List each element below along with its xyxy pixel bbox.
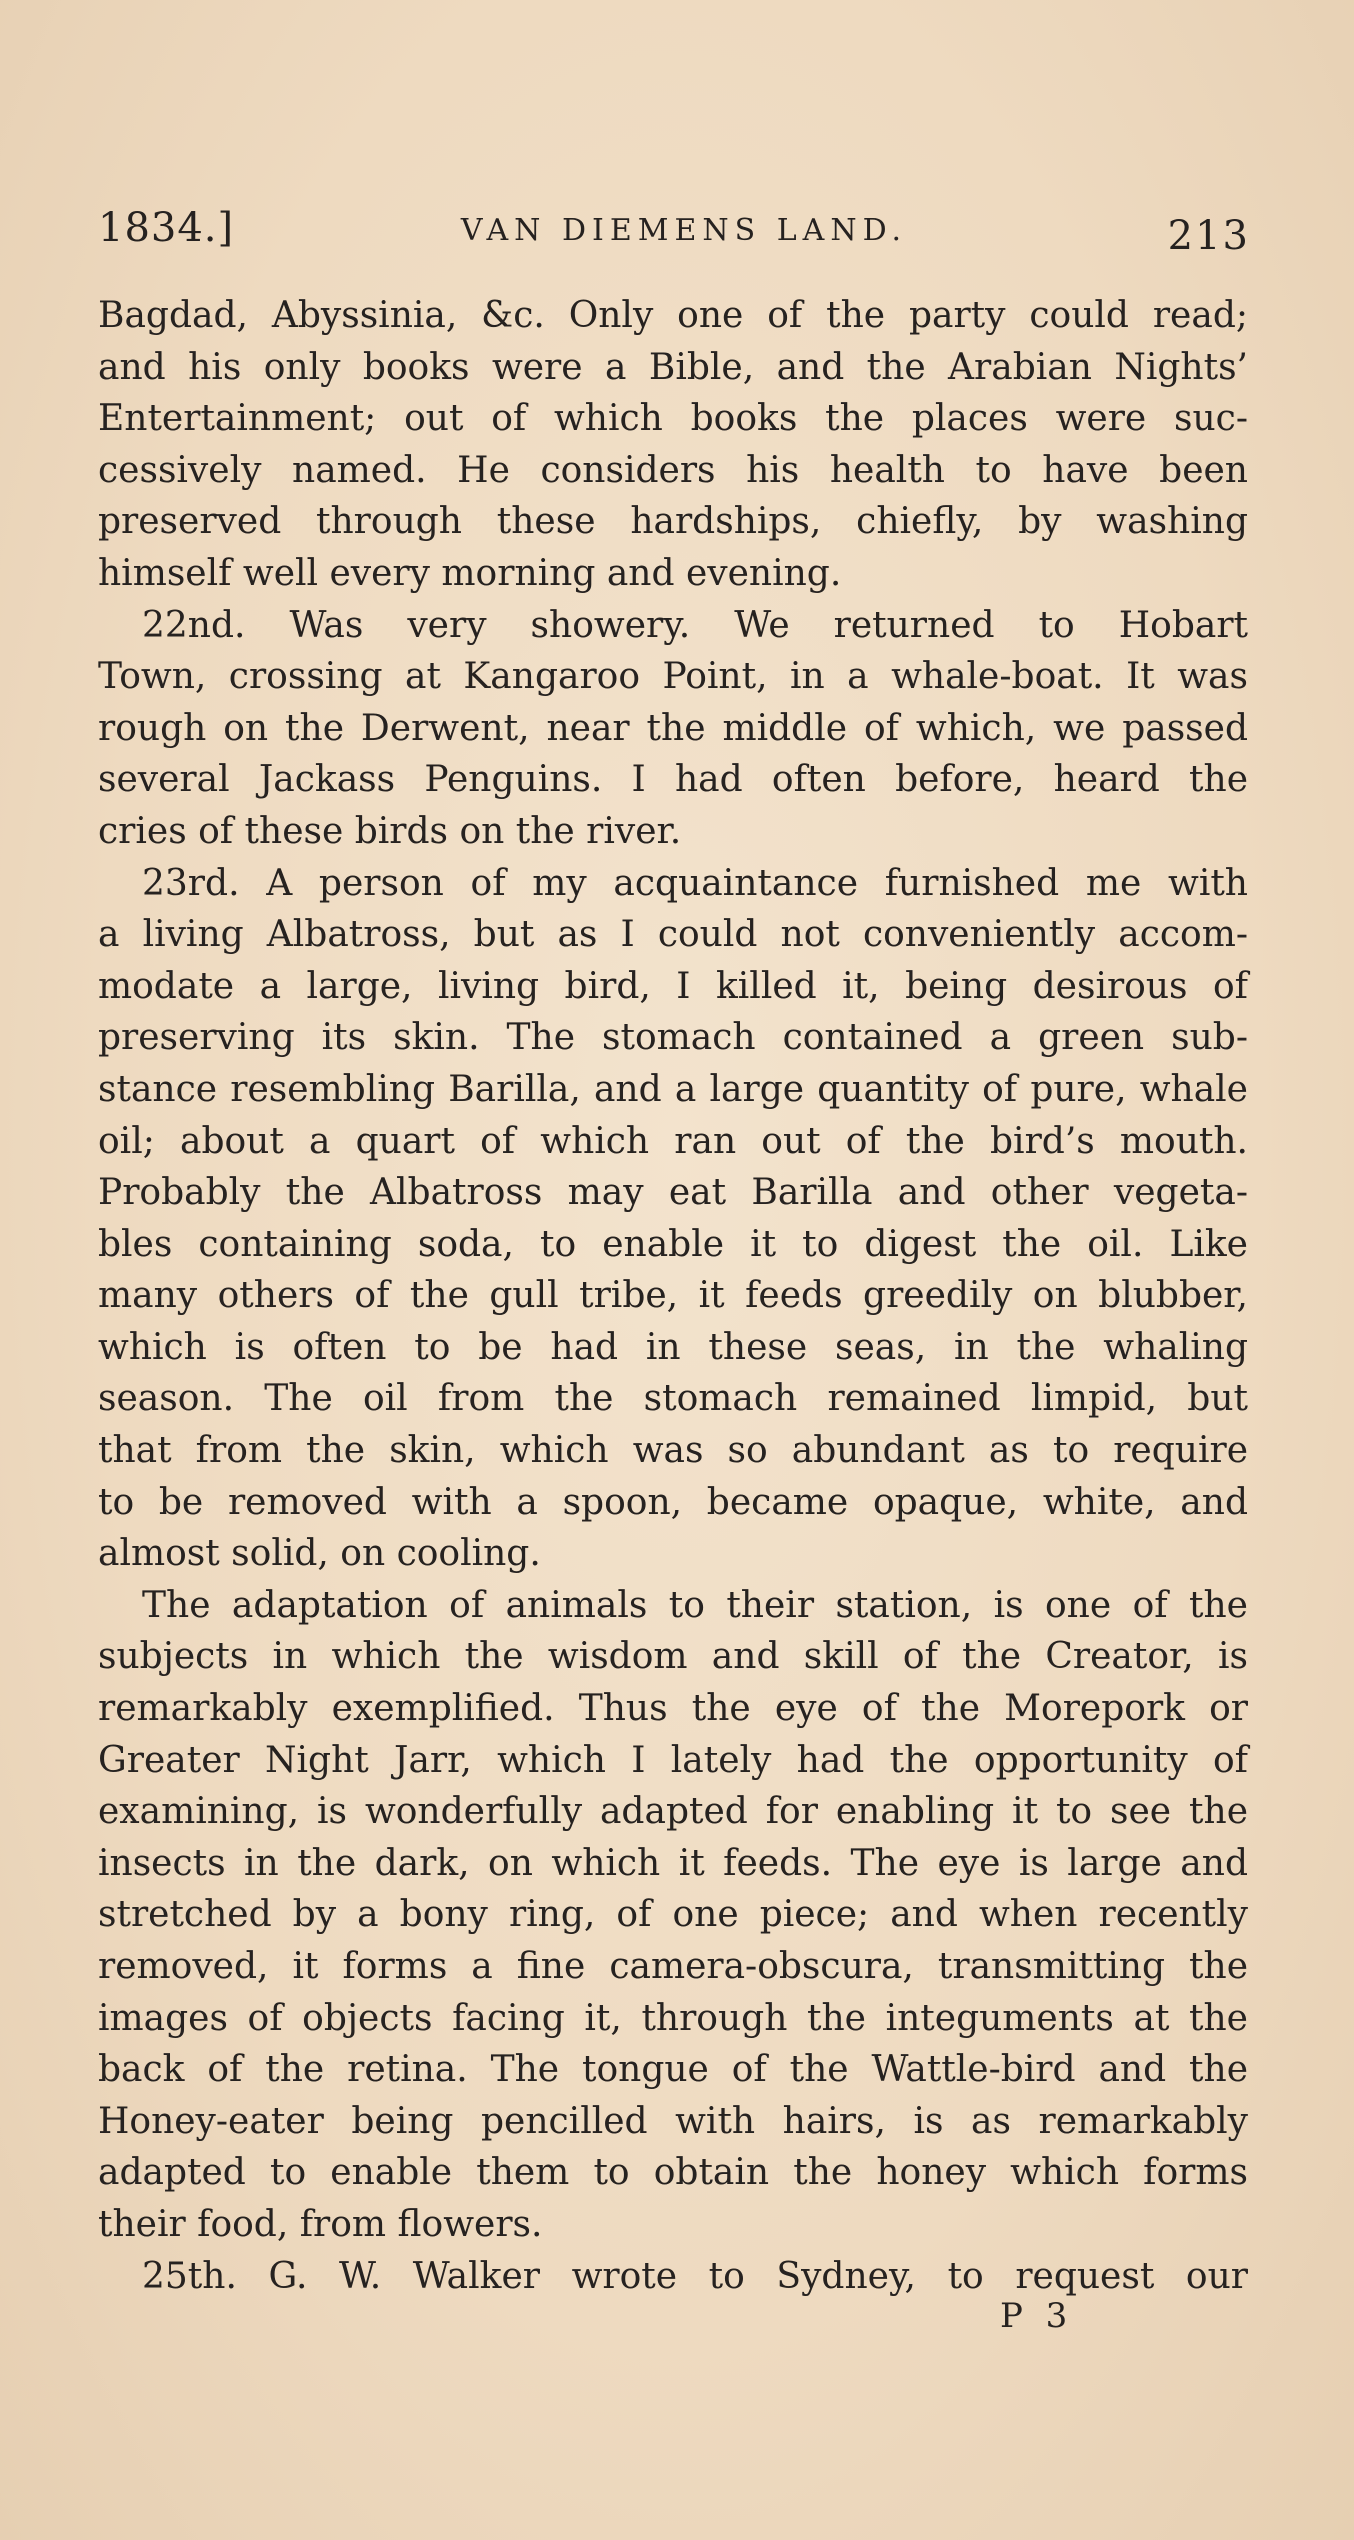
text-line: oil; about a quart of which ran out of the bird’s mouth.: [98, 1120, 1248, 1162]
text-line: rough on the Derwent, near the middle of which, we passed: [98, 707, 1248, 749]
text-line: modate a large, living bird, I killed it, being desirous of: [98, 965, 1248, 1007]
text-line: The adaptation of animals to their station, is one of the: [142, 1584, 1248, 1626]
text-line: stance resembling Barilla, and a large quantity of pure, whale: [98, 1068, 1248, 1110]
text-line: their food, from flowers.: [98, 2203, 543, 2245]
text-line: removed, it forms a fine camera-obscura, transmitting the: [98, 1946, 1248, 1987]
text-line: himself well every morning and evening.: [98, 552, 842, 594]
running-head-title: VAN DIEMENS LAND.: [460, 213, 908, 248]
text-line: and his only books were a Bible, and the Arabian Nights’: [98, 346, 1248, 388]
text-line: images of objects facing it, through the integuments at the: [98, 1997, 1248, 2039]
text-line: back of the retina. The tongue of the Wattle-bird and the: [98, 2049, 1248, 2091]
text-line: that from the skin, which was so abundant as to require: [98, 1430, 1248, 1472]
text-line: subjects in which the wisdom and skill of the Creator, is: [98, 1636, 1248, 1678]
text-line: season. The oil from the stomach remained limpid, but: [98, 1378, 1248, 1420]
text-line: 22nd. Was very showery. We returned to Hobart: [142, 604, 1248, 646]
printer-signature-mark: P 3: [1000, 2296, 1074, 2336]
text-line: Bagdad, Abyssinia, &c. Only one of the party could read;: [98, 295, 1248, 336]
text-line: Greater Night Jarr, which I lately had the opportunity of: [98, 1739, 1248, 1781]
running-head: [98, 205, 1270, 265]
text-line: almost solid, on cooling.: [98, 1533, 541, 1575]
text-line: adapted to enable them to obtain the honey which forms: [98, 2152, 1248, 2194]
text-line: Probably the Albatross may eat Barilla and other vegeta-: [98, 1172, 1248, 1214]
text-line: Town, crossing at Kangaroo Point, in a whale-boat. It was: [98, 656, 1248, 698]
text-line: which is often to be had in these seas, in the whaling: [98, 1326, 1248, 1368]
text-line: a living Albatross, but as I could not conveniently accom-: [98, 914, 1248, 956]
text-line: insects in the dark, on which it feeds. The eye is large and: [98, 1842, 1248, 1884]
running-head-year: 1834.]: [98, 205, 235, 251]
text-line: Honey-eater being pencilled with hairs, is as remarkably: [98, 2100, 1248, 2142]
text-line: examining, is wonderfully adapted for enabling it to see the: [98, 1791, 1248, 1833]
text-line: bles containing soda, to enable it to digest the oil. Like: [98, 1223, 1248, 1265]
text-line: cessively named. He considers his health to have been: [98, 449, 1248, 491]
text-line: preserving its skin. The stomach contained a green sub-: [98, 1017, 1248, 1059]
text-line: to be removed with a spoon, became opaque, white, and: [98, 1481, 1248, 1523]
text-line: remarkably exemplified. Thus the eye of the Morepork or: [98, 1688, 1248, 1730]
text-line: several Jackass Penguins. I had often before, heard the: [98, 759, 1248, 801]
text-line: 25th. G. W. Walker wrote to Sydney, to request our: [142, 2255, 1248, 2297]
text-line: Entertainment; out of which books the places were suc-: [98, 398, 1248, 440]
text-line: stretched by a bony ring, of one piece; and when recently: [98, 1894, 1248, 1936]
text-line: cries of these birds on the river.: [98, 810, 682, 852]
body-text: [98, 290, 1248, 2302]
text-line: preserved through these hardships, chiefly, by washing: [98, 501, 1248, 543]
text-line: 23rd. A person of my acquaintance furnished me with: [142, 862, 1248, 904]
page-number: 213: [1167, 213, 1250, 259]
text-line: many others of the gull tribe, it feeds greedily on blubber,: [98, 1275, 1248, 1317]
